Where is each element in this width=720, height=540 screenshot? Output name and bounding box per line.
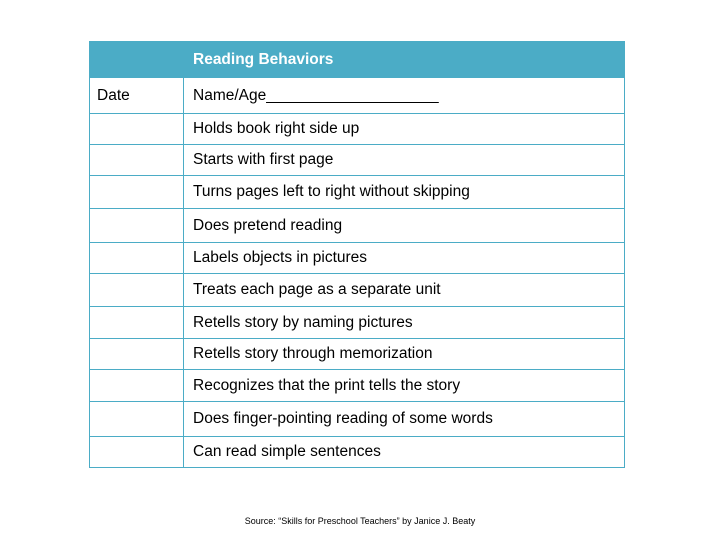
behavior-item: Starts with first page	[184, 145, 625, 176]
table-row	[90, 274, 625, 307]
table-row	[90, 437, 625, 468]
date-cell	[90, 145, 184, 176]
table-header-row	[90, 42, 625, 78]
date-cell	[90, 209, 184, 243]
table-row	[90, 176, 625, 209]
table-row	[90, 145, 625, 176]
date-cell	[90, 114, 184, 145]
behavior-item: Retells story through memorization	[184, 339, 625, 370]
table-row	[90, 370, 625, 402]
behavior-item: Holds book right side up	[184, 114, 625, 145]
behavior-item: Recognizes that the print tells the story	[184, 370, 625, 402]
date-cell	[90, 307, 184, 339]
table-row	[90, 114, 625, 145]
date-cell	[90, 176, 184, 209]
reading-behaviors-table	[89, 41, 625, 468]
date-cell	[90, 370, 184, 402]
header-empty-cell	[90, 42, 184, 78]
table-row	[90, 402, 625, 437]
behavior-item: Does finger-pointing reading of some words	[184, 402, 625, 437]
behavior-item: Retells story by naming pictures	[184, 307, 625, 339]
date-label: Date	[90, 78, 184, 114]
behavior-item: Labels objects in pictures	[184, 243, 625, 274]
behavior-item: Treats each page as a separate unit	[184, 274, 625, 307]
table-row	[90, 307, 625, 339]
behavior-item: Does pretend reading	[184, 209, 625, 243]
date-cell	[90, 339, 184, 370]
date-cell	[90, 274, 184, 307]
table-row	[90, 339, 625, 370]
name-age-field: Name/Age____________________	[184, 78, 625, 114]
date-cell	[90, 437, 184, 468]
behavior-item: Turns pages left to right without skipping	[184, 176, 625, 209]
table-row	[90, 209, 625, 243]
date-cell	[90, 243, 184, 274]
source-citation: Source: “Skills for Preschool Teachers” by Janice J. Beaty	[244, 516, 476, 526]
behavior-item: Can read simple sentences	[184, 437, 625, 468]
date-cell	[90, 402, 184, 437]
table-row	[90, 243, 625, 274]
table-title: Reading Behaviors	[184, 42, 625, 78]
date-name-row	[90, 78, 625, 114]
